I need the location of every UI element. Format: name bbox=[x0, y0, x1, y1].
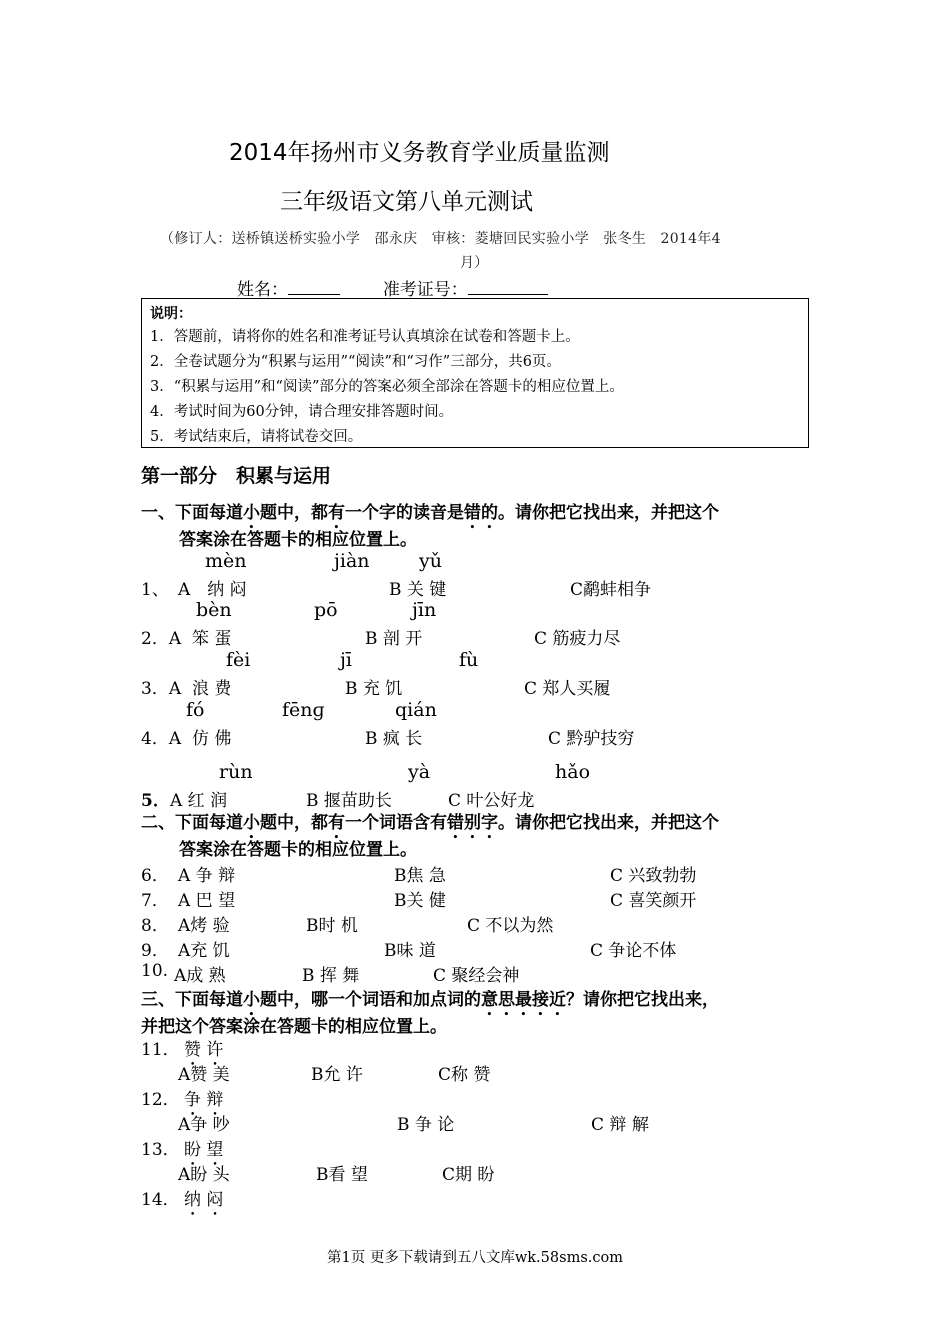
q7-option-a[interactable]: A 巴 望 bbox=[178, 891, 236, 911]
section-two-heading: 二、下面每道小题中，都有一个词语含有错别字。请你把它找出来，并把这个 bbox=[141, 813, 719, 833]
exam-id-label: 准考证号： bbox=[382, 280, 468, 300]
q5-option-b[interactable]: B 揠苗助长 bbox=[306, 791, 392, 811]
q13-option-a[interactable]: A盼 头 bbox=[178, 1165, 230, 1185]
q8-option-a[interactable]: A烤 验 bbox=[178, 916, 230, 936]
q1-option-b[interactable]: B 关 键 bbox=[389, 580, 447, 600]
q5-pinyin-a: rùn bbox=[219, 761, 253, 783]
q12-option-b[interactable]: B 争 论 bbox=[397, 1115, 455, 1135]
section-one-heading: 一、下面每道小题中，都有一个字的读音是错的。请你把它找出来，并把这个 bbox=[141, 503, 719, 523]
q12-dotted-word: 争 辩 bbox=[184, 1090, 224, 1110]
q4-option-c[interactable]: C 黔驴技穷 bbox=[548, 729, 635, 749]
q13-number: 13． bbox=[141, 1140, 180, 1160]
q11-dotted-word: 赞 许 bbox=[184, 1040, 224, 1060]
q6-number: 6． bbox=[141, 866, 169, 886]
instruction-item: 5．考试结束后，请将试卷交回。 bbox=[150, 429, 363, 445]
section-one-heading-line2: 答案涂在答题卡的相应位置上。 bbox=[179, 530, 417, 550]
q1-number: 1、 bbox=[141, 580, 169, 600]
exam-id-field[interactable] bbox=[468, 278, 548, 295]
q5-option-c[interactable]: C 叶公好龙 bbox=[448, 791, 535, 811]
instructions-title: 说明： bbox=[150, 306, 192, 322]
q2-option-b[interactable]: B 剖 开 bbox=[365, 629, 423, 649]
q9-number: 9． bbox=[141, 941, 169, 961]
q4-option-b[interactable]: B 疯 长 bbox=[365, 729, 423, 749]
q3-option-c[interactable]: C 郑人买履 bbox=[524, 679, 611, 699]
page-footer: 第1页 更多下载请到五八文库wk.58sms.com bbox=[327, 1250, 623, 1266]
q4-pinyin-b: fēnɡ bbox=[282, 699, 325, 721]
q13-dotted-word: 盼 望 bbox=[184, 1140, 224, 1160]
q1-pinyin-a: mèn bbox=[205, 550, 247, 572]
q9-option-b[interactable]: B味 道 bbox=[384, 941, 436, 961]
q8-option-c[interactable]: C 不以为然 bbox=[467, 916, 554, 936]
q3-pinyin-c: fù bbox=[459, 649, 479, 671]
q5-option-a[interactable]: A 红 润 bbox=[170, 791, 228, 811]
exam-title: 2014年扬州市义务教育学业质量监测 bbox=[229, 140, 610, 166]
q5-number: 5． bbox=[141, 791, 170, 811]
name-label: 姓名： bbox=[237, 280, 288, 300]
section-three-heading-line2: 并把这个答案涂在答题卡的相应位置上。 bbox=[141, 1017, 447, 1037]
q5-pinyin-c: hǎo bbox=[555, 761, 591, 783]
q12-option-c[interactable]: C 辩 解 bbox=[591, 1115, 649, 1135]
q10-number: 10. bbox=[141, 961, 169, 981]
q12-option-a[interactable]: A争 吵 bbox=[178, 1115, 230, 1135]
q4-pinyin-c: qián bbox=[395, 699, 437, 721]
q4-option-a[interactable]: 仿 佛 bbox=[192, 729, 232, 749]
q2-pinyin-b: pō bbox=[314, 599, 338, 621]
q6-option-c[interactable]: C 兴致勃勃 bbox=[610, 866, 697, 886]
q3-number: 3．A bbox=[141, 679, 182, 699]
q1-option-c[interactable]: C鹬蚌相争 bbox=[570, 580, 652, 600]
q7-option-b[interactable]: B关 健 bbox=[394, 891, 446, 911]
q2-option-c[interactable]: C 筋疲力尽 bbox=[534, 629, 621, 649]
q2-pinyin-c: jīn bbox=[412, 599, 437, 621]
q11-option-c[interactable]: C称 赞 bbox=[438, 1065, 491, 1085]
q14-dotted-word: 纳 闷 bbox=[184, 1190, 224, 1210]
instruction-item: 1．答题前，请将你的姓名和准考证号认真填涂在试卷和答题卡上。 bbox=[150, 329, 580, 345]
q9-option-a[interactable]: A充 饥 bbox=[178, 941, 230, 961]
candidate-info-row bbox=[237, 275, 548, 300]
q8-number: 8． bbox=[141, 916, 169, 936]
name-field[interactable] bbox=[288, 278, 340, 295]
q6-option-b[interactable]: B焦 急 bbox=[394, 866, 446, 886]
q4-number: 4．A bbox=[141, 729, 182, 749]
instruction-item: 4．考试时间为60分钟，请合理安排答题时间。 bbox=[150, 404, 454, 420]
q10-option-b[interactable]: B 挥 舞 bbox=[302, 966, 360, 986]
instruction-item: 3．“积累与运用”和“阅读”部分的答案必须全部涂在答题卡的相应位置上。 bbox=[150, 379, 624, 395]
q10-option-a[interactable]: A成 熟 bbox=[174, 966, 226, 986]
q11-number: 11． bbox=[141, 1040, 180, 1060]
q5-pinyin-b: yà bbox=[408, 761, 431, 783]
q3-option-a[interactable]: 浪 费 bbox=[192, 679, 232, 699]
q6-option-a[interactable]: A 争 辩 bbox=[178, 866, 236, 886]
section-two-heading-line2: 答案涂在答题卡的相应位置上。 bbox=[179, 840, 417, 860]
q1-option-a[interactable]: A 纳 闷 bbox=[178, 580, 247, 600]
q13-option-c[interactable]: C期 盼 bbox=[442, 1165, 495, 1185]
q3-pinyin-b: jī bbox=[340, 649, 352, 671]
q12-number: 12． bbox=[141, 1090, 180, 1110]
section-three-heading: 三、下面每道小题中，哪一个词语和加点词的意思最接近？请你把它找出来， bbox=[141, 990, 719, 1010]
q1-pinyin-b: jiàn bbox=[334, 550, 370, 572]
q1-pinyin-c: yǔ bbox=[419, 550, 442, 572]
q2-option-a[interactable]: 笨 蛋 bbox=[192, 629, 232, 649]
part-one-title: 第一部分 积累与运用 bbox=[141, 465, 332, 487]
q11-option-a[interactable]: A赞 美 bbox=[178, 1065, 230, 1085]
q7-number: 7． bbox=[141, 891, 169, 911]
instructions-box bbox=[141, 298, 809, 448]
q11-option-b[interactable]: B允 许 bbox=[311, 1065, 363, 1085]
q8-option-b[interactable]: B时 机 bbox=[306, 916, 358, 936]
q2-pinyin-a: bèn bbox=[196, 599, 232, 621]
q7-option-c[interactable]: C 喜笑颜开 bbox=[610, 891, 697, 911]
exam-subtitle: 三年级语文第八单元测试 bbox=[280, 189, 533, 215]
q14-number: 14． bbox=[141, 1190, 180, 1210]
instruction-item: 2．全卷试题分为“积累与运用”“阅读”和“习作”三部分，共6页。 bbox=[150, 354, 561, 370]
q4-pinyin-a: fó bbox=[186, 699, 205, 721]
reviser-line-2: 月） bbox=[460, 255, 489, 271]
q3-option-b[interactable]: B 充 饥 bbox=[345, 679, 403, 699]
q3-pinyin-a: fèi bbox=[226, 649, 251, 671]
q2-number: 2．A bbox=[141, 629, 182, 649]
q10-option-c[interactable]: C 聚经会神 bbox=[433, 966, 520, 986]
reviser-line-1: （修订人：送桥镇送桥实验小学 邵永庆 审核：菱塘回民实验小学 张冬生 2014年4 bbox=[160, 231, 721, 247]
q9-option-c[interactable]: C 争论不体 bbox=[590, 941, 677, 961]
q13-option-b[interactable]: B看 望 bbox=[316, 1165, 368, 1185]
